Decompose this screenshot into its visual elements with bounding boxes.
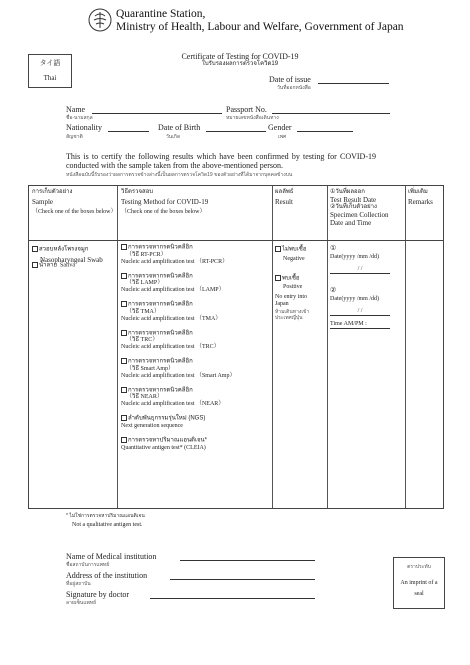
checkbox[interactable]: [32, 246, 38, 252]
doctor-signature-label-th: ลายเซ็นแพทย์: [66, 600, 97, 606]
footnote-th: * ไม่ใช่การตรวจหาปริมาณแอนติเจน: [66, 513, 145, 519]
certification-statement-th: หนังสือฉบับนี้รับรองว่าผลการตรวจข้างล่างนี้เป็นผลการตรวจโควิด19 ของตัวอย่างที่ได้มาจากบุคคลข้างบน: [66, 172, 293, 178]
nationality-label: Nationality: [66, 123, 102, 132]
seal-box[interactable]: [393, 557, 445, 609]
institution-address-label-th: ที่อยู่สถาบัน: [66, 581, 91, 587]
name-label: Name: [66, 105, 86, 114]
checkbox[interactable]: [275, 275, 281, 281]
method-option[interactable]: การตรวจหากรดนิวคลีอิก （วิธี TMA） Nucleic acid amplification test （TMA）: [121, 301, 222, 322]
certificate-title: Certificate of Testing for COVID-19: [181, 52, 299, 61]
institution-address-label: Address of the institution: [66, 571, 148, 580]
institution-name-label-th: ชื่อสถาบันการแพทย์: [66, 562, 110, 568]
checkbox[interactable]: [121, 330, 127, 336]
checkbox[interactable]: [121, 273, 127, 279]
header-method: วิธีตรวจสอบ Testing Method for COVID-19 （Check one of the boxes below）: [121, 189, 209, 215]
date-of-issue-label-th: วันที่ออกหนังสือ: [277, 85, 311, 91]
doctor-signature-field[interactable]: [150, 590, 315, 599]
header-result: ผลลัพธ์ Result: [275, 189, 294, 206]
gender-field[interactable]: [297, 123, 353, 132]
date-of-issue-field[interactable]: [318, 75, 389, 84]
checkbox[interactable]: [121, 437, 127, 443]
dob-field[interactable]: [206, 123, 266, 132]
date-of-issue-label: Date of issue: [269, 75, 311, 84]
sample-option-saliva[interactable]: น้ำลาย Saliva: [32, 262, 116, 269]
checkbox[interactable]: [32, 262, 38, 268]
seal-label-en2: seal: [414, 591, 424, 597]
passport-field[interactable]: [272, 105, 390, 114]
passport-label: Passport No.: [226, 105, 267, 114]
method-option[interactable]: การตรวจหากรดนิวคลีอิก （วิธี LAMP） Nucleic acid amplification test （LAMP）: [121, 273, 225, 294]
table-header: [29, 186, 443, 241]
method-option[interactable]: การตรวจหากรดนิวคลีอิก （วิธี NEAR） Nucleic acid amplification test （NEAR）: [121, 387, 225, 408]
language-box: [28, 54, 72, 88]
dob-label: Date of Birth: [158, 123, 201, 132]
seal-label-en1: An imprint of a: [400, 580, 438, 586]
nationality-field[interactable]: [108, 123, 149, 132]
footnote-en: Not a qualitative antigen test.: [72, 522, 143, 528]
dob-label-th: วันเกิด: [166, 134, 181, 140]
gender-label: Gender: [268, 123, 292, 132]
results-table: [28, 185, 444, 509]
nationality-label-th: สัญชาติ: [66, 134, 83, 140]
date-fields: ① Date(yyyy /mm /dd) / / ② Date(yyyy /mm /dd) / / Time AM/PM :: [330, 244, 404, 329]
checkbox[interactable]: [121, 387, 127, 393]
result-options: ไม่พบเชื้อ Negative พบเชื้อ Positive No entry into Japan ห้ามเดินทางเข้า ประเทศญี่ปุ่น: [275, 246, 327, 321]
seal-label-th: ตราประทับ: [407, 564, 431, 570]
result-date-field[interactable]: / /: [330, 266, 390, 274]
checkbox[interactable]: [121, 244, 127, 250]
org-name-line2: Ministry of Health, Labour and Welfare, Government of Japan: [116, 21, 404, 33]
name-field[interactable]: [92, 105, 222, 114]
method-option[interactable]: การตรวจหาปริมาณแอนติเจน* Quantitative antigen test* (CLEIA): [121, 437, 207, 451]
certification-statement: This is to certify the following results which have been confirmed by testing for COVID-19 conducted with the sample taken from the above-mentioned person.: [66, 152, 376, 170]
doctor-signature-label: Signature by doctor: [66, 590, 130, 599]
method-list: [121, 244, 271, 459]
result-negative[interactable]: ไม่พบเชื้อ: [275, 246, 327, 254]
language-en: Thai: [43, 74, 57, 82]
header-date: ①วันที่ผลออก Test Result Date ②วันที่เก็บตัวอย่าง Specimen Collection Date and Time: [330, 189, 389, 227]
quarantine-logo: [88, 8, 112, 32]
institution-name-label: Name of Medical institution: [66, 552, 157, 561]
name-label-th: ชื่อ-นามสกุล: [66, 115, 93, 121]
checkbox[interactable]: [121, 301, 127, 307]
result-positive[interactable]: พบเชื้อ: [275, 275, 327, 283]
collection-time-field[interactable]: Time AM/PM :: [330, 321, 390, 329]
certificate-title-th: ใบรับรองผลการตรวจโควิด19: [201, 61, 279, 67]
method-option[interactable]: ลำดับพันธุกรรมรุ่นใหม่ (NGS) Next generation sequence: [121, 416, 206, 430]
checkbox[interactable]: [121, 358, 127, 364]
method-option[interactable]: การตรวจหากรดนิวคลีอิก （วิธี TRC） Nucleic acid amplification test （TRC）: [121, 330, 220, 351]
gender-label-th: เพศ: [278, 134, 287, 140]
header-remarks: เพิ่มเติม Remarks: [408, 189, 433, 206]
institution-address-field[interactable]: [170, 571, 315, 580]
header-sample: การเก็บตัวอย่าง Sample （Check one of the boxes below）: [32, 189, 117, 215]
method-option[interactable]: การตรวจหากรดนิวคลีอิก （วิธี RT-PCR） Nucleic acid amplification test （RT-PCR）: [121, 244, 229, 265]
checkbox[interactable]: [121, 415, 127, 421]
language-jp: タイ語: [39, 60, 61, 67]
passport-label-th: หมายเลขหนังสือเดินทาง: [226, 115, 279, 121]
sample-option-swab[interactable]: สวอบหลังโพรงจมูก Nasopharyngeal Swab: [32, 246, 116, 264]
institution-name-field[interactable]: [180, 552, 315, 561]
method-option[interactable]: การตรวจหากรดนิวคลีอิก （วิธี Smart Amp） Nucleic acid amplification test （Smart Amp）: [121, 358, 236, 379]
org-name-line1: Quarantine Station,: [116, 8, 206, 20]
checkbox[interactable]: [275, 246, 281, 252]
collection-date-field[interactable]: / /: [330, 308, 390, 316]
